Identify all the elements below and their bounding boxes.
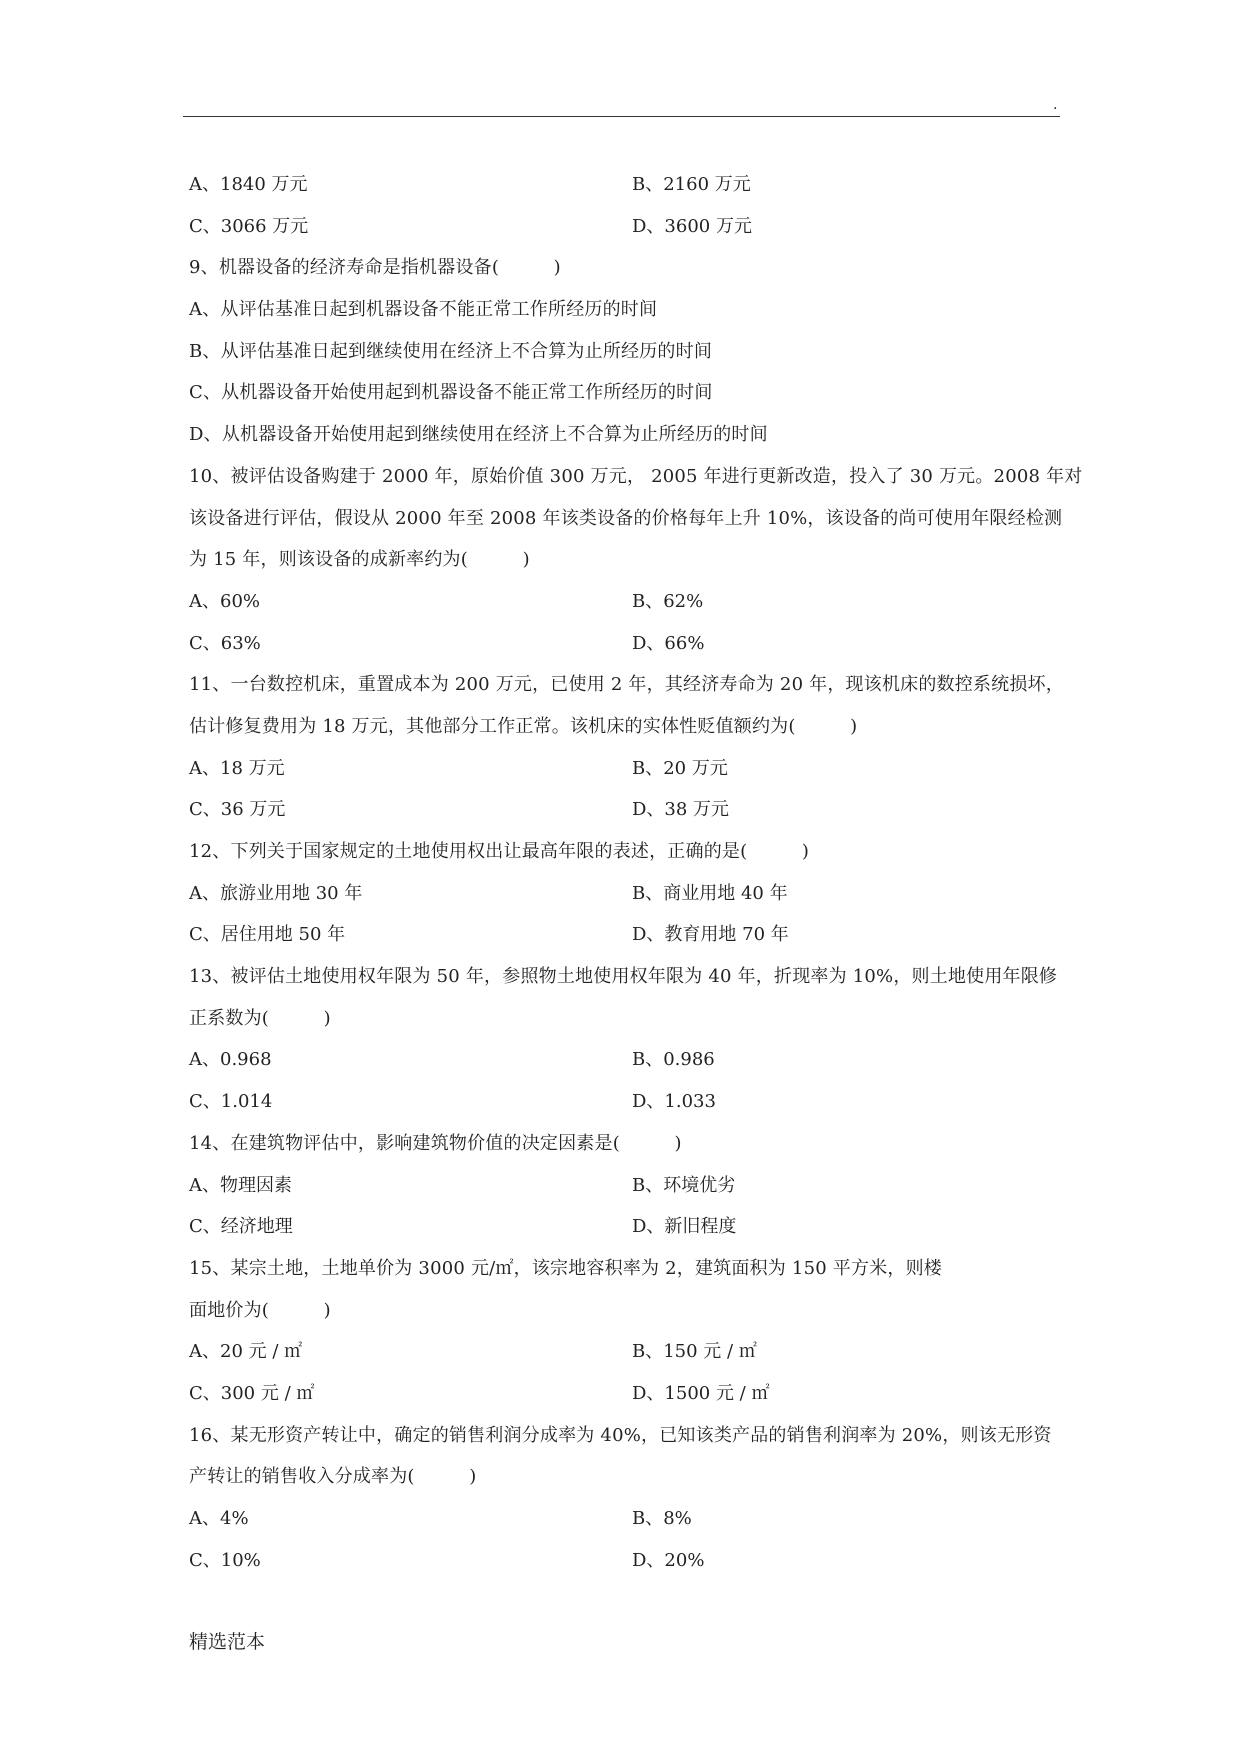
option-d: D、从机器设备开始使用起到继续使用在经济上不合算为止所经历的时间 bbox=[189, 424, 768, 446]
option-row bbox=[189, 789, 1069, 831]
question-11-text: 11、一台数控机床，重置成本为 200 万元，已使用 2 年，其经济寿命为 20 年，现该机床的数控系统损坏， bbox=[189, 674, 1064, 696]
question-12-text: 12、下列关于国家规定的土地使用权出让最高年限的表述，正确的是( ) bbox=[189, 841, 810, 862]
option-row bbox=[189, 164, 1069, 206]
option-c: C、经济地理 bbox=[189, 1216, 293, 1238]
option-d: D、新旧程度 bbox=[632, 1216, 737, 1238]
option-row bbox=[189, 1039, 1069, 1081]
option-a: A、0.968 bbox=[189, 1049, 272, 1071]
option-b: B、8% bbox=[632, 1508, 692, 1529]
option-d: D、3600 万元 bbox=[632, 215, 752, 237]
question-13-text: 正系数为( ) bbox=[189, 1007, 331, 1029]
option-c: C、10% bbox=[189, 1549, 261, 1571]
question-10-text: 为 15 年，则该设备的成新率约为( ) bbox=[189, 549, 530, 571]
question-13-text: 13、被评估土地使用权年限为 50 年，参照物土地使用权年限为 40 年，折现率为 10%，则土地使用年限修 bbox=[189, 966, 1058, 988]
option-row bbox=[189, 581, 1069, 623]
option-row bbox=[189, 1206, 1069, 1248]
option-d: D、66% bbox=[632, 632, 705, 654]
option-row bbox=[189, 1540, 1069, 1582]
option-a: A、旅游业用地 30 年 bbox=[189, 882, 363, 904]
option-a: A、18 万元 bbox=[189, 757, 285, 779]
option-b: B、20 万元 bbox=[632, 757, 728, 779]
option-d: D、教育用地 70 年 bbox=[632, 924, 789, 946]
question-10-text: 10、被评估设备购建于 2000 年，原始价值 300 万元， 2005 年进行更新改造，投入了 30 万元。2008 年对 bbox=[189, 465, 1083, 487]
header-rule bbox=[183, 116, 1060, 117]
option-a: A、4% bbox=[189, 1508, 249, 1529]
question-15-text: 15、某宗土地，土地单价为 3000 元/㎡，该宗地容积率为 2，建筑面积为 150 平方米，则楼 bbox=[189, 1257, 942, 1279]
option-row bbox=[189, 206, 1069, 248]
option-row bbox=[189, 1165, 1069, 1207]
option-a: A、从评估基准日起到机器设备不能正常工作所经历的时间 bbox=[189, 299, 658, 321]
option-b: B、环境优劣 bbox=[632, 1174, 736, 1196]
option-b: B、商业用地 40 年 bbox=[632, 882, 788, 904]
option-d: D、1500 元 / ㎡ bbox=[632, 1382, 770, 1404]
header-dot: . bbox=[1053, 97, 1058, 113]
option-row bbox=[189, 1331, 1069, 1373]
option-b: B、2160 万元 bbox=[632, 174, 751, 195]
option-b: B、150 元 / ㎡ bbox=[632, 1341, 757, 1363]
option-c: C、36 万元 bbox=[189, 799, 286, 821]
question-14-text: 14、在建筑物评估中，影响建筑物价值的决定因素是( ) bbox=[189, 1132, 682, 1154]
question-10-text: 该设备进行评估，假设从 2000 年至 2008 年该类设备的价格每年上升 10%，该设备的尚可使用年限经检测 bbox=[189, 507, 1063, 529]
document-body bbox=[189, 164, 1083, 1581]
option-a: A、60% bbox=[189, 590, 261, 612]
option-row bbox=[189, 914, 1069, 956]
option-b: B、从评估基准日起到继续使用在经济上不合算为止所经历的时间 bbox=[189, 340, 713, 362]
question-9-text: 9、机器设备的经济寿命是指机器设备( ) bbox=[189, 257, 561, 279]
question-15-text: 面地价为( ) bbox=[189, 1299, 331, 1321]
option-row bbox=[189, 873, 1069, 915]
option-a: A、物理因素 bbox=[189, 1174, 292, 1196]
option-row bbox=[189, 1081, 1069, 1123]
option-d: D、38 万元 bbox=[632, 799, 730, 821]
option-d: D、1.033 bbox=[632, 1091, 716, 1113]
option-d: D、20% bbox=[632, 1549, 705, 1571]
option-row bbox=[189, 1373, 1069, 1415]
option-a: A、20 元 / ㎡ bbox=[189, 1341, 303, 1363]
question-16-text: 产转让的销售收入分成率为( ) bbox=[189, 1466, 477, 1488]
option-c: C、居住用地 50 年 bbox=[189, 924, 346, 946]
option-row bbox=[189, 1498, 1069, 1540]
option-b: B、0.986 bbox=[632, 1049, 715, 1071]
option-c: C、从机器设备开始使用起到机器设备不能正常工作所经历的时间 bbox=[189, 382, 713, 404]
question-16-text: 16、某无形资产转让中，确定的销售利润分成率为 40%，已知该类产品的销售利润率为 20%，则该无形资 bbox=[189, 1424, 1052, 1446]
option-b: B、62% bbox=[632, 590, 704, 612]
option-row bbox=[189, 623, 1069, 665]
option-row bbox=[189, 748, 1069, 790]
option-a: A、1840 万元 bbox=[189, 174, 308, 195]
page-footer: 精选范本 bbox=[189, 1631, 266, 1653]
question-11-text: 估计修复费用为 18 万元，其他部分工作正常。该机床的实体性贬值额约为( ) bbox=[189, 715, 858, 737]
option-c: C、300 元 / ㎡ bbox=[189, 1382, 315, 1404]
option-c: C、63% bbox=[189, 632, 261, 654]
option-c: C、3066 万元 bbox=[189, 215, 309, 237]
option-c: C、1.014 bbox=[189, 1091, 273, 1113]
